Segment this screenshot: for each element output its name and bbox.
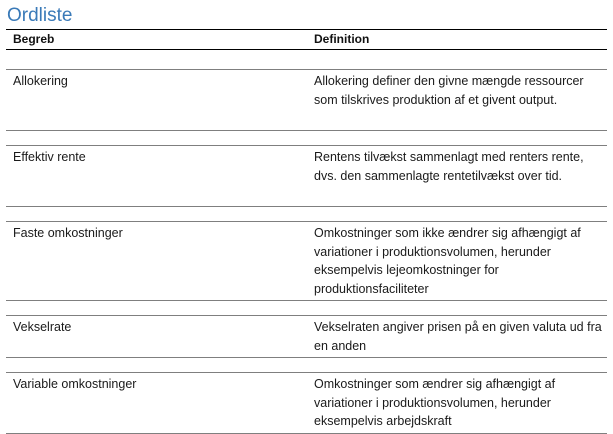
definition-cell: Rentens tilvækst sammenlagt med renters rente, dvs. den sammenlagte rentetilvækst over tid.	[314, 150, 584, 183]
definition-cell: Omkostninger som ikke ændrer sig afhængigt af variationer i produktionsvolumen, herunder eksempelvis lejeomkostninger for produktionsfaciliteter	[314, 226, 581, 296]
term-cell: Vekselrate	[13, 320, 72, 334]
row-spacer	[6, 50, 607, 70]
definition-column-header: Definition	[314, 32, 370, 46]
table-row	[6, 222, 607, 301]
row-spacer	[6, 207, 607, 222]
table-header-row	[6, 29, 607, 50]
row-spacer	[6, 131, 607, 146]
term-cell: Variable omkostninger	[13, 377, 137, 391]
definition-cell: Allokering definer den givne mængde ressourcer som tilskrives produktion af et givent output.	[314, 74, 584, 107]
term-column-header: Begreb	[13, 32, 55, 46]
table-row	[6, 70, 607, 131]
term-cell: Effektiv rente	[13, 150, 86, 164]
definition-cell: Omkostninger som ændrer sig afhængigt af variationer i produktionsvolumen, herunder eksempelvis arbejdskraft	[314, 377, 556, 428]
row-spacer	[6, 301, 607, 316]
glossary-table	[6, 29, 607, 434]
term-cell: Faste omkostninger	[13, 226, 123, 240]
term-cell: Allokering	[13, 74, 68, 88]
page-title: Ordliste	[7, 5, 73, 26]
row-spacer	[6, 358, 607, 373]
definition-cell: Vekselraten angiver prisen på en given valuta ud fra en anden	[314, 320, 602, 353]
table-row	[6, 146, 607, 207]
table-row	[6, 316, 607, 358]
